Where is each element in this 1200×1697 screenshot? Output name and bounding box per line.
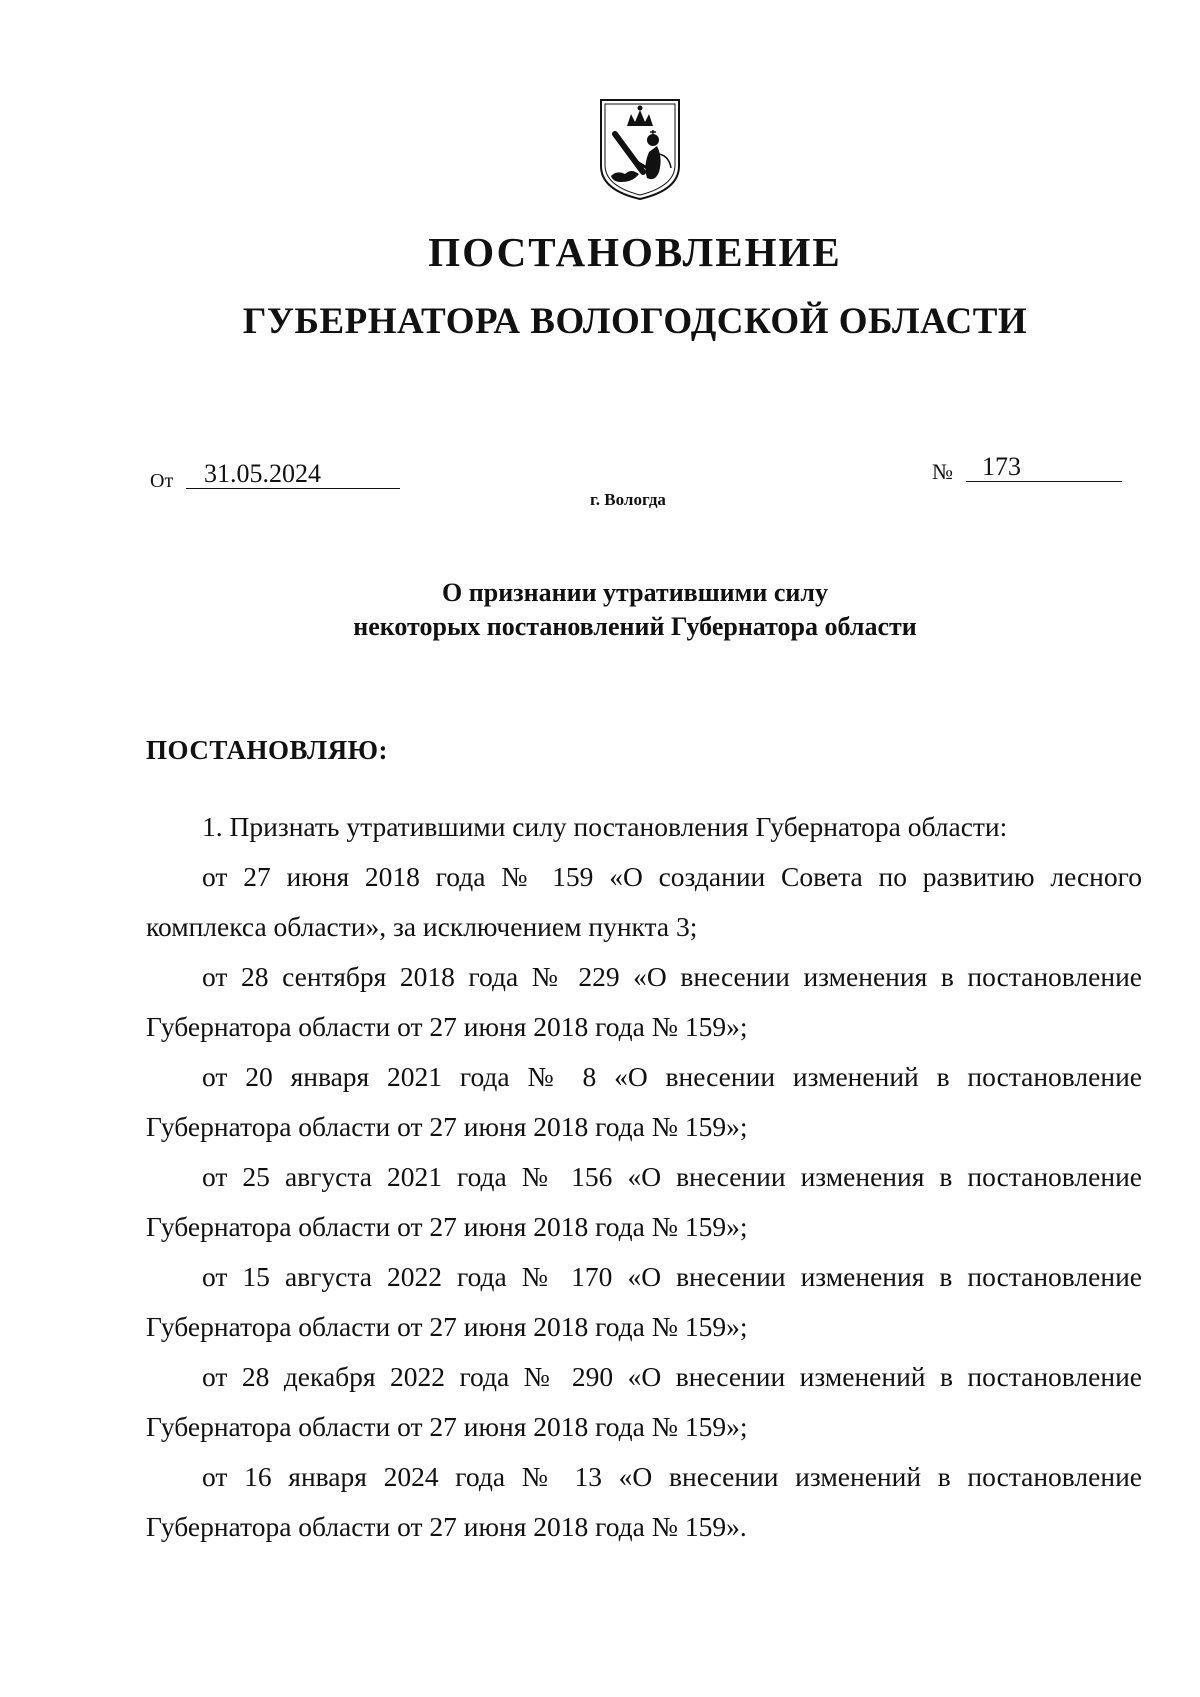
paragraph: от 15 августа 2022 года № 170 «О внесении изменения в постановление Губернатора области от 27 июня 2018 года № 159»; (146, 1261, 1142, 1342)
paragraph: 1. Признать утратившими силу постановления Губернатора области: (202, 811, 1008, 842)
document-title: ПОСТАНОВЛЕНИЕ (428, 229, 842, 275)
number-label: № (932, 459, 953, 484)
subject-line-1: О признании утратившими силу (442, 578, 828, 607)
document-body (146, 802, 1142, 1552)
subject-line-2: некоторых постановлений Губернатора области (353, 612, 917, 641)
document-subject (0, 576, 1200, 644)
coat-of-arms-icon (597, 96, 683, 202)
paragraph: от 25 августа 2021 года № 156 «О внесении изменения в постановление Губернатора области от 27 июня 2018 года № 159»; (146, 1161, 1142, 1242)
document-issuer: ГУБЕРНАТОРА ВОЛОГОДСКОЙ ОБЛАСТИ (242, 301, 1028, 342)
city-label: г. Вологда (590, 490, 666, 509)
paragraph: от 28 декабря 2022 года № 290 «О внесении изменений в постановление Губернатора области от 27 июня 2018 года № 159»; (146, 1361, 1142, 1442)
date-label: От (150, 470, 174, 492)
paragraph: от 16 января 2024 года № 13 «О внесении изменений в постановление Губернатора области от 27 июня 2018 года № 159». (146, 1461, 1142, 1542)
paragraph: от 27 июня 2018 года № 159 «О создании Совета по развитию лесного комплекса области», за исключением пункта 3; (146, 861, 1142, 942)
date-field: 31.05.2024 (186, 459, 400, 489)
paragraph: от 28 сентября 2018 года № 229 «О внесении изменения в постановление Губернатора области от 27 июня 2018 года № 159»; (146, 961, 1142, 1042)
paragraph: от 20 января 2021 года № 8 «О внесении изменений в постановление Губернатора области от 27 июня 2018 года № 159»; (146, 1061, 1142, 1142)
number-field: 173 (966, 452, 1122, 482)
decree-heading: ПОСТАНОВЛЯЮ: (146, 735, 388, 765)
